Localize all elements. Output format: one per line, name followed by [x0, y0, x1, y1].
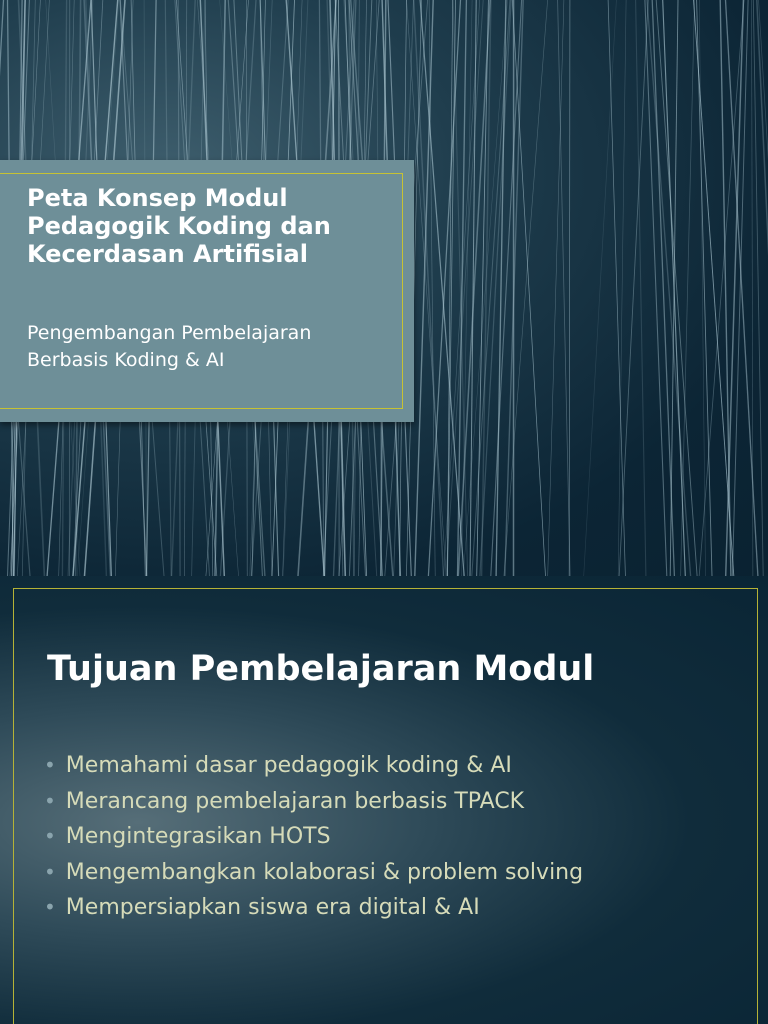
- bullet-text: Mempersiapkan siswa era digital & AI: [65, 895, 480, 920]
- decorative-line: [512, 0, 545, 576]
- list-item: [44, 784, 583, 820]
- decorative-line: [569, 0, 570, 576]
- decorative-line: [428, 0, 460, 576]
- decorative-line: [548, 0, 564, 576]
- bullet-text: Mengembangkan kolaborasi & problem solving: [65, 859, 584, 885]
- goals-list: [44, 748, 583, 926]
- decorative-line: [681, 0, 695, 576]
- decorative-line: [636, 0, 646, 576]
- decorative-line: [558, 0, 571, 576]
- bullet-text: Merancang pembelajaran berbasis TPACK: [65, 788, 525, 814]
- decorative-line: [504, 0, 548, 576]
- decorative-line: [420, 0, 464, 576]
- title-box: [0, 160, 414, 422]
- list-item: [44, 819, 583, 855]
- slide-title: Peta Konsep Modul Pedagogik Koding dan Kecerdasan Artifisial: [27, 184, 331, 268]
- bullet-icon: •: [44, 895, 56, 919]
- decorative-line: [618, 0, 626, 576]
- decorative-line: [647, 0, 691, 576]
- decorative-line: [470, 0, 476, 576]
- decorative-line: [726, 0, 758, 576]
- decorative-line: [608, 0, 625, 576]
- list-item: [44, 748, 583, 784]
- bullet-text: Mengintegrasikan HOTS: [65, 824, 331, 849]
- decorative-line: [753, 0, 763, 576]
- bullet-icon: •: [44, 753, 56, 777]
- bullet-icon: •: [44, 788, 56, 813]
- goals-heading: Tujuan Pembelajaran Modul: [47, 649, 595, 689]
- list-item: [44, 855, 583, 891]
- decorative-line: [759, 0, 768, 576]
- slide-subtitle: Pengembangan Pembelajaran Berbasis Koding & AI: [27, 322, 312, 371]
- goals-slide: [0, 576, 768, 1024]
- bullet-icon: •: [44, 824, 56, 848]
- list-item: [44, 890, 583, 926]
- decorative-line: [752, 0, 753, 576]
- decorative-line: [584, 0, 617, 576]
- bullet-text: Memahami dasar pedagogik koding & AI: [65, 753, 512, 778]
- bullet-icon: •: [44, 859, 56, 884]
